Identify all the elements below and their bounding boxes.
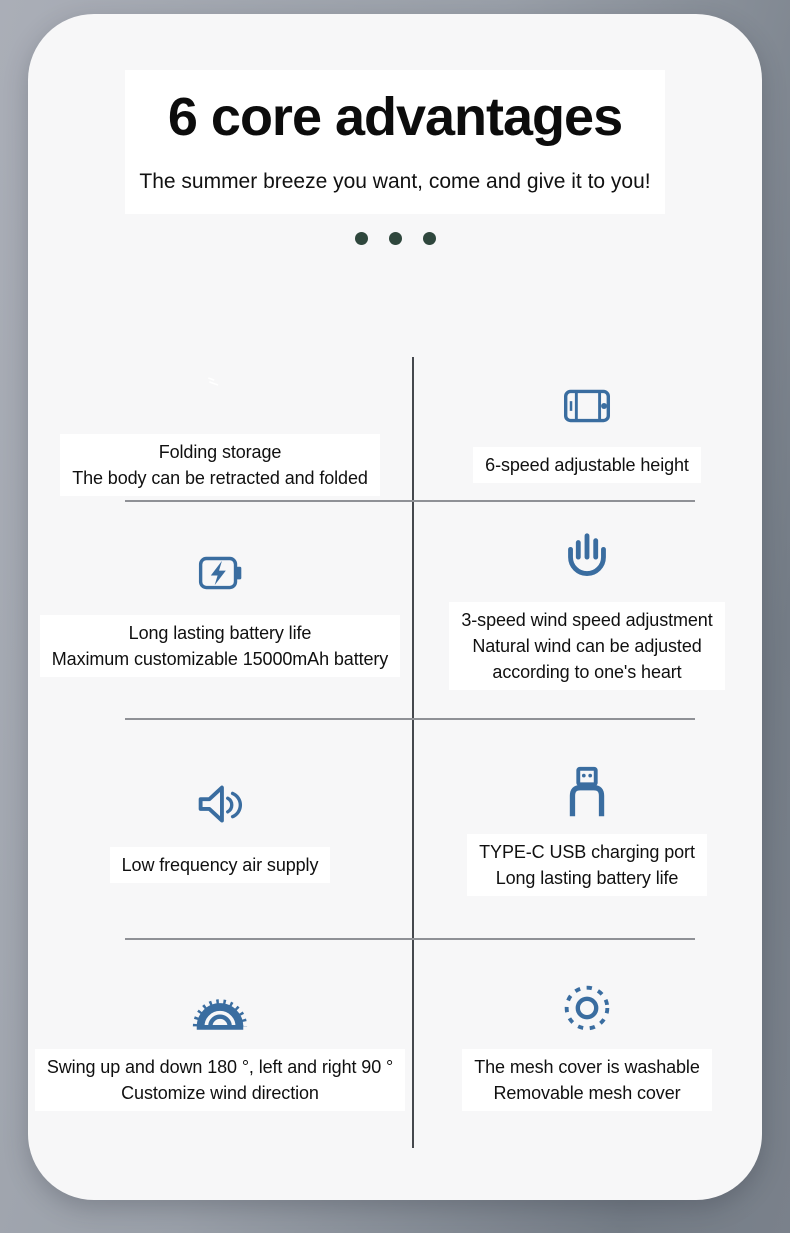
feature-caption: Long lasting battery life Maximum customizable 15000mAh battery (40, 615, 400, 677)
feature-folding-storage (28, 357, 412, 501)
advantages-card (28, 14, 762, 1200)
adjustable-height-icon (556, 375, 618, 437)
page-title: 6 core advantages (167, 87, 623, 147)
usb-icon (556, 762, 618, 824)
feature-usb-charging (412, 719, 762, 939)
feature-low-frequency (28, 719, 412, 939)
dot-icon (389, 232, 402, 245)
speaker-icon (189, 775, 251, 837)
dot-icon (355, 232, 368, 245)
feature-caption: TYPE-C USB charging port Long lasting battery life (467, 834, 707, 896)
protractor-icon (189, 977, 251, 1039)
dot-icon (423, 232, 436, 245)
feature-grid (28, 357, 762, 1148)
horizontal-divider (125, 938, 695, 940)
page-subtitle: The summer breeze you want, come and give it to you! (139, 170, 651, 194)
folding-storage-icon (189, 362, 251, 424)
feature-caption: 3-speed wind speed adjustment Natural wind can be adjusted according to one's heart (449, 602, 724, 690)
vertical-divider (412, 357, 414, 1148)
feature-caption: Low frequency air supply (110, 847, 331, 883)
feature-adjustable-height (412, 357, 762, 501)
mesh-cover-icon (556, 977, 618, 1039)
feature-caption: Folding storage The body can be retracted and folded (60, 434, 380, 496)
feature-battery (28, 501, 412, 719)
title-block (125, 70, 665, 214)
wind-speed-icon (556, 530, 618, 592)
feature-caption: 6-speed adjustable height (473, 447, 701, 483)
battery-icon (189, 543, 251, 605)
horizontal-divider (125, 500, 695, 502)
feature-caption: Swing up and down 180 °, left and right 90 ° Customize wind direction (35, 1049, 405, 1111)
feature-caption: The mesh cover is washable Removable mesh cover (462, 1049, 712, 1111)
feature-wind-speed (412, 501, 762, 719)
horizontal-divider (125, 718, 695, 720)
feature-swing-direction (28, 939, 412, 1148)
feature-mesh-cover (412, 939, 762, 1148)
dots-separator (28, 232, 762, 245)
